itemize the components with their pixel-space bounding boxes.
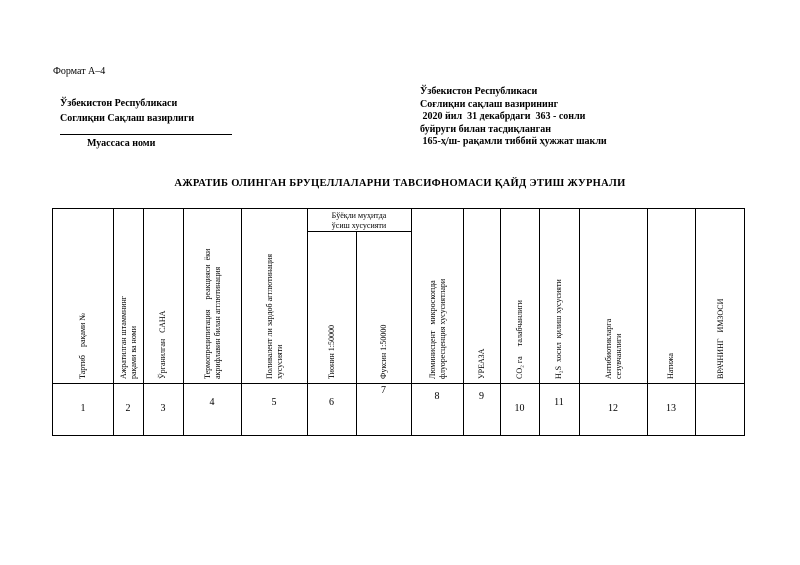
institution-name-label: Муассаса номи [87,138,156,149]
column-header-line: Ажратилган штаммнинг [118,295,128,379]
column-header-13 [666,353,676,379]
column-divider [113,209,114,435]
column-header-2 [119,296,138,379]
column-header-line: рақами ва номи [128,325,137,379]
column-header-4 [203,249,222,379]
column-number-4: 4 [209,397,215,408]
column-header-line: ВРАЧНИНГ ИМЗОСИ [715,298,725,379]
column-number-1: 1 [80,403,86,414]
column-number-12: 12 [608,403,618,414]
column-divider [143,209,144,435]
column-number-2: 2 [125,403,131,414]
column-header-line: Поливалент ли зардоб агглютинация [264,254,274,379]
column-divider [695,209,696,435]
column-header-11 [554,279,564,379]
column-header-9 [477,349,487,379]
group-header-rule [307,231,411,232]
column-header-3 [158,311,168,379]
column-header-line: акрифлавин билан агглютинация [212,266,221,379]
right-header-line4: буйруги билан тасдиқланган [420,123,551,135]
column-divider [579,209,580,435]
column-header-line: CO₂ га талабчанлиги [514,300,524,379]
right-header-line1: Ўзбекистон Республикаси [420,86,538,97]
column-header-12 [604,319,623,379]
column-header-1 [78,313,88,379]
column-header-8 [428,279,447,379]
column-header-5 [265,254,284,379]
left-header-line1: Ўзбекистон Республикаси [60,98,178,109]
column-header-line: Термопреципитация реакцияси ёки [202,248,212,379]
group-header-line1: Бўёқли муҳитда [331,211,387,220]
left-header [60,96,194,126]
column-header-line: Антибиотикларга [603,318,613,379]
column-number-7: 7 [381,385,386,396]
column-header-line: Тионин 1:50000 [326,324,336,379]
column-header-line: Натижа [666,353,676,379]
column-header-line: хусусияти [274,344,283,379]
column-header-line: УРЕАЗА [476,348,486,379]
column-number-13: 13 [666,403,676,414]
format-label: Формат А–4 [53,66,106,77]
column-header-line: Тартиб рақами № [78,313,88,379]
header-bottom-rule [53,383,744,384]
column-divider [356,231,357,435]
group-header [307,211,411,230]
left-header-line2: Соглиқни Сақлаш вазирлиги [60,113,195,124]
right-header-line2: Соғлиқни сақлаш вазирининг [420,98,559,110]
journal-table [52,208,745,436]
right-header-line5: 165-ҳ/ш- рақамли тиббий ҳужжат шакли [420,136,607,147]
column-header-6 [327,325,337,379]
column-header-line: Люминисцент микроскопда [427,280,437,379]
column-divider [500,209,501,435]
column-header-14 [716,299,726,379]
column-number-9: 9 [479,391,484,402]
column-header-line: сезувчанлиги [613,333,622,379]
column-number-3: 3 [160,403,166,414]
column-header-line: Ўрганилган САНА [158,310,168,379]
right-header-line3: 2020 йил 31 декабрдаги 363 - сонли [420,111,586,122]
institution-underline [60,134,232,135]
right-header [420,86,607,149]
column-header-line: H₂S хосил қилиш хусусияти [554,279,564,379]
column-header-7 [379,325,389,379]
column-header-line: флуоресценция хусусиятлари [437,278,446,379]
journal-title: АЖРАТИБ ОЛИНГАН БРУЦЕЛЛАЛАРНИ ТАВСИФНОМАСИ ҚАЙД ЭТИШ ЖУРНАЛИ [174,178,626,189]
group-header-line2: ўсиш хусусияти [331,220,387,230]
column-divider [647,209,648,435]
column-number-11: 11 [554,397,564,408]
column-number-8: 8 [434,391,440,402]
column-number-6: 6 [329,397,334,408]
column-header-10 [515,300,525,379]
column-number-10: 10 [514,403,525,414]
column-number-5: 5 [271,397,277,408]
column-header-line: Фуксин 1:50000 [378,324,388,379]
